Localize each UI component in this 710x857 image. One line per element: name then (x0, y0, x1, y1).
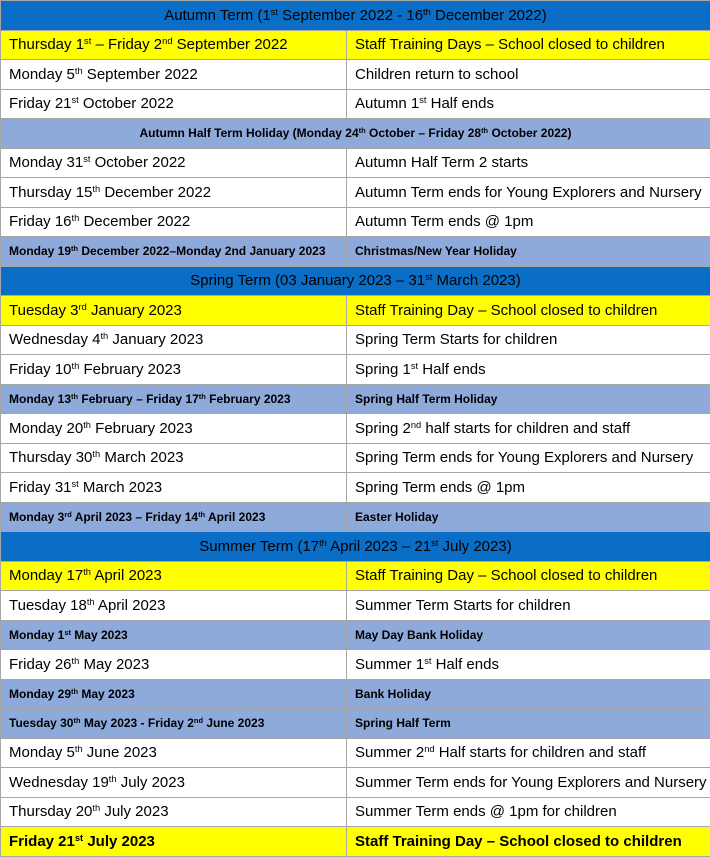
text-fragment: Friday 21 (9, 95, 72, 112)
event-cell (347, 237, 710, 267)
text-fragment: May 2023 (78, 687, 135, 701)
term-header-row (1, 532, 710, 562)
ordinal-suffix: th (198, 510, 205, 519)
text-fragment: Thursday 15 (9, 184, 92, 201)
text-fragment: Half ends (426, 95, 494, 112)
date-cell (1, 738, 347, 768)
text-fragment: Staff Training Day – School closed to children (355, 833, 682, 850)
ordinal-suffix: nd (162, 36, 172, 46)
text-fragment: Tuesday 3 (9, 302, 79, 319)
event-cell (347, 502, 710, 532)
ordinal-suffix: st (431, 538, 438, 548)
text-fragment: Summer Term Starts for children (355, 597, 571, 614)
text-fragment: Spring 1 (355, 361, 411, 378)
ordinal-suffix: th (75, 66, 83, 76)
date-cell (1, 207, 347, 237)
text-fragment: Spring Term Starts for children (355, 331, 557, 348)
holiday-row (1, 502, 710, 532)
ordinal-suffix: th (92, 184, 100, 194)
text-fragment: May 2023 (79, 656, 149, 673)
event-cell (347, 30, 710, 60)
ordinal-suffix: th (199, 392, 206, 401)
ordinal-suffix: nd (424, 744, 434, 754)
holiday-row (1, 620, 710, 650)
text-fragment: Summer 2 (355, 744, 424, 761)
text-fragment: March 2023) (432, 272, 520, 289)
date-cell (1, 325, 347, 355)
ordinal-suffix: th (73, 716, 80, 725)
ordinal-suffix: nd (194, 716, 203, 725)
event-cell (347, 384, 710, 414)
date-row (1, 60, 710, 90)
event-cell (347, 355, 710, 385)
training-day-row (1, 561, 710, 591)
text-fragment: Monday 19 (9, 244, 71, 258)
term-title (1, 1, 710, 31)
date-cell (1, 797, 347, 827)
event-cell (347, 650, 710, 680)
text-fragment: October 2022) (488, 126, 571, 140)
text-fragment: Children return to school (355, 66, 518, 83)
date-row (1, 148, 710, 178)
text-fragment: December 2022) (431, 7, 547, 24)
text-fragment: Summer Term ends @ 1pm for children (355, 803, 617, 820)
term-header-row (1, 1, 710, 31)
text-fragment: Friday 21 (9, 833, 75, 850)
text-fragment: Half starts for children and staff (435, 744, 647, 761)
text-fragment: Spring 2 (355, 420, 411, 437)
text-fragment: – Friday 2 (91, 36, 162, 53)
text-fragment: Thursday 1 (9, 36, 84, 53)
text-fragment: Autumn 1 (355, 95, 419, 112)
text-fragment: September 2022 (173, 36, 288, 53)
date-cell (1, 296, 347, 326)
text-fragment: May 2023 - Friday 2 (81, 716, 194, 730)
text-fragment: September 2022 - 16 (278, 7, 423, 24)
text-fragment: Summer Term (17 (199, 538, 319, 555)
date-row (1, 591, 710, 621)
event-cell (347, 738, 710, 768)
event-cell (347, 620, 710, 650)
text-fragment: September 2022 (83, 66, 198, 83)
ordinal-suffix: th (71, 687, 78, 696)
date-cell (1, 650, 347, 680)
text-fragment: April 2023 – Friday 14 (72, 510, 198, 524)
date-cell (1, 473, 347, 503)
text-fragment: Spring Term ends for Young Explorers and Nursery (355, 449, 693, 466)
text-fragment: March 2023 (100, 449, 183, 466)
date-cell (1, 384, 347, 414)
text-fragment: Easter Holiday (355, 510, 438, 524)
text-fragment: Staff Training Days – School closed to children (355, 36, 665, 53)
ordinal-suffix: th (92, 449, 100, 459)
ordinal-suffix: th (100, 331, 108, 341)
text-fragment: February 2023 (91, 420, 193, 437)
text-fragment: Spring Term ends @ 1pm (355, 479, 525, 496)
text-fragment: May 2023 (71, 628, 128, 642)
text-fragment: Spring Half Term (355, 716, 451, 730)
text-fragment: February 2023 (79, 361, 181, 378)
ordinal-suffix: th (72, 361, 80, 371)
event-cell (347, 679, 710, 709)
ordinal-suffix: st (72, 479, 79, 489)
text-fragment: Tuesday 30 (9, 716, 73, 730)
text-fragment: Summer 1 (355, 656, 424, 673)
text-fragment: Autumn Term ends @ 1pm (355, 213, 533, 230)
term-title (1, 266, 710, 296)
date-cell (1, 237, 347, 267)
date-row (1, 738, 710, 768)
text-fragment: Monday 13 (9, 392, 71, 406)
text-fragment: Half ends (418, 361, 486, 378)
text-fragment: Spring Half Term Holiday (355, 392, 497, 406)
date-cell (1, 591, 347, 621)
date-row (1, 473, 710, 503)
event-cell (347, 148, 710, 178)
date-row (1, 768, 710, 798)
text-fragment: Summer Term ends for Young Explorers and Nursery (355, 774, 707, 791)
ordinal-suffix: st (64, 628, 71, 637)
text-fragment: July 2023) (438, 538, 511, 555)
date-cell (1, 414, 347, 444)
date-cell (1, 355, 347, 385)
ordinal-suffix: nd (411, 420, 421, 430)
event-cell (347, 797, 710, 827)
event-cell (347, 768, 710, 798)
holiday-row (1, 237, 710, 267)
date-cell (1, 620, 347, 650)
date-cell (1, 89, 347, 119)
text-fragment: Christmas/New Year Holiday (355, 244, 517, 258)
event-cell (347, 60, 710, 90)
holiday-row (1, 119, 710, 149)
text-fragment: Monday 1 (9, 628, 64, 642)
date-cell (1, 827, 347, 857)
text-fragment: Monday 17 (9, 567, 83, 584)
ordinal-suffix: th (83, 420, 91, 430)
term-title (1, 532, 710, 562)
ordinal-suffix: th (109, 774, 117, 784)
text-fragment: Staff Training Day – School closed to children (355, 567, 657, 584)
ordinal-suffix: th (319, 538, 327, 548)
text-fragment: Staff Training Day – School closed to children (355, 302, 657, 319)
date-row (1, 443, 710, 473)
ordinal-suffix: st (419, 95, 426, 105)
ordinal-suffix: st (411, 361, 418, 371)
text-fragment: Half ends (431, 656, 499, 673)
event-cell (347, 414, 710, 444)
date-row (1, 355, 710, 385)
text-fragment: July 2023 (100, 803, 168, 820)
holiday-row (1, 384, 710, 414)
text-fragment: half starts for children and staff (421, 420, 630, 437)
date-cell (1, 768, 347, 798)
text-fragment: Monday 5 (9, 66, 75, 83)
text-fragment: October – Friday 28 (366, 126, 481, 140)
ordinal-suffix: th (72, 656, 80, 666)
date-cell (1, 443, 347, 473)
ordinal-suffix: st (271, 7, 278, 17)
ordinal-suffix: th (92, 803, 100, 813)
ordinal-suffix: th (359, 126, 366, 135)
text-fragment: April 2023 (91, 567, 162, 584)
text-fragment: December 2022 (79, 213, 190, 230)
date-cell (1, 679, 347, 709)
ordinal-suffix: th (423, 7, 431, 17)
date-cell (1, 178, 347, 208)
text-fragment: Monday 5 (9, 744, 75, 761)
text-fragment: October 2022 (79, 95, 174, 112)
text-fragment: Wednesday 4 (9, 331, 100, 348)
ordinal-suffix: st (84, 36, 91, 46)
term-header-row (1, 266, 710, 296)
event-cell (347, 473, 710, 503)
event-cell (347, 207, 710, 237)
training-day-row (1, 296, 710, 326)
date-row (1, 207, 710, 237)
text-fragment: Monday 20 (9, 420, 83, 437)
ordinal-suffix: st (75, 833, 83, 843)
text-fragment: June 2023 (203, 716, 264, 730)
text-fragment: Thursday 30 (9, 449, 92, 466)
event-cell (347, 296, 710, 326)
text-fragment: December 2022 (100, 184, 211, 201)
text-fragment: April 2023 – 21 (327, 538, 431, 555)
text-fragment: Monday 3 (9, 510, 64, 524)
text-fragment: July 2023 (83, 833, 155, 850)
text-fragment: June 2023 (83, 744, 157, 761)
text-fragment: Monday 29 (9, 687, 71, 701)
event-cell (347, 89, 710, 119)
ordinal-suffix: th (87, 597, 95, 607)
text-fragment: April 2023 (95, 597, 166, 614)
ordinal-suffix: th (72, 213, 80, 223)
date-row (1, 650, 710, 680)
event-cell (347, 325, 710, 355)
ordinal-suffix: st (425, 272, 432, 282)
text-fragment: February 2023 (206, 392, 291, 406)
holiday-row (1, 709, 710, 739)
text-fragment: Friday 16 (9, 213, 72, 230)
text-fragment: Autumn Half Term Holiday (Monday 24 (140, 126, 359, 140)
text-fragment: Bank Holiday (355, 687, 431, 701)
text-fragment: Tuesday 18 (9, 597, 87, 614)
event-cell (347, 591, 710, 621)
text-fragment: Autumn Term (1 (164, 7, 270, 24)
date-cell (1, 60, 347, 90)
ordinal-suffix: th (71, 392, 78, 401)
date-cell (1, 709, 347, 739)
ordinal-suffix: th (481, 126, 488, 135)
training-day-row (1, 30, 710, 60)
text-fragment: July 2023 (117, 774, 185, 791)
text-fragment: April 2023 (205, 510, 265, 524)
event-cell (347, 561, 710, 591)
ordinal-suffix: th (75, 744, 83, 754)
text-fragment: January 2023 (87, 302, 182, 319)
term-dates-body (1, 1, 710, 857)
ordinal-suffix: th (71, 244, 78, 253)
ordinal-suffix: rd (64, 510, 71, 519)
date-cell (1, 561, 347, 591)
text-fragment: Spring Term (03 January 2023 – 31 (190, 272, 425, 289)
text-fragment: Autumn Half Term 2 starts (355, 154, 528, 171)
text-fragment: February – Friday 17 (78, 392, 199, 406)
ordinal-suffix: st (83, 154, 90, 164)
date-cell (1, 148, 347, 178)
ordinal-suffix: st (72, 95, 79, 105)
training-day-row (1, 827, 710, 857)
text-fragment: Autumn Term ends for Young Explorers and Nursery (355, 184, 702, 201)
text-fragment: Monday 31 (9, 154, 83, 171)
date-row (1, 325, 710, 355)
text-fragment: December 2022–Monday 2nd January 2023 (78, 244, 325, 258)
event-cell (347, 443, 710, 473)
text-fragment: January 2023 (108, 331, 203, 348)
text-fragment: May Day Bank Holiday (355, 628, 483, 642)
date-row (1, 178, 710, 208)
event-cell (347, 827, 710, 857)
text-fragment: Friday 31 (9, 479, 72, 496)
holiday-title (1, 119, 710, 149)
text-fragment: Wednesday 19 (9, 774, 109, 791)
date-cell (1, 502, 347, 532)
ordinal-suffix: rd (79, 302, 87, 312)
ordinal-suffix: st (424, 656, 431, 666)
date-row (1, 414, 710, 444)
text-fragment: March 2023 (79, 479, 162, 496)
text-fragment: Thursday 20 (9, 803, 92, 820)
holiday-row (1, 679, 710, 709)
text-fragment: Friday 26 (9, 656, 72, 673)
event-cell (347, 709, 710, 739)
ordinal-suffix: th (83, 567, 91, 577)
text-fragment: Friday 10 (9, 361, 72, 378)
text-fragment: October 2022 (90, 154, 185, 171)
date-row (1, 89, 710, 119)
date-cell (1, 30, 347, 60)
date-row (1, 797, 710, 827)
event-cell (347, 178, 710, 208)
